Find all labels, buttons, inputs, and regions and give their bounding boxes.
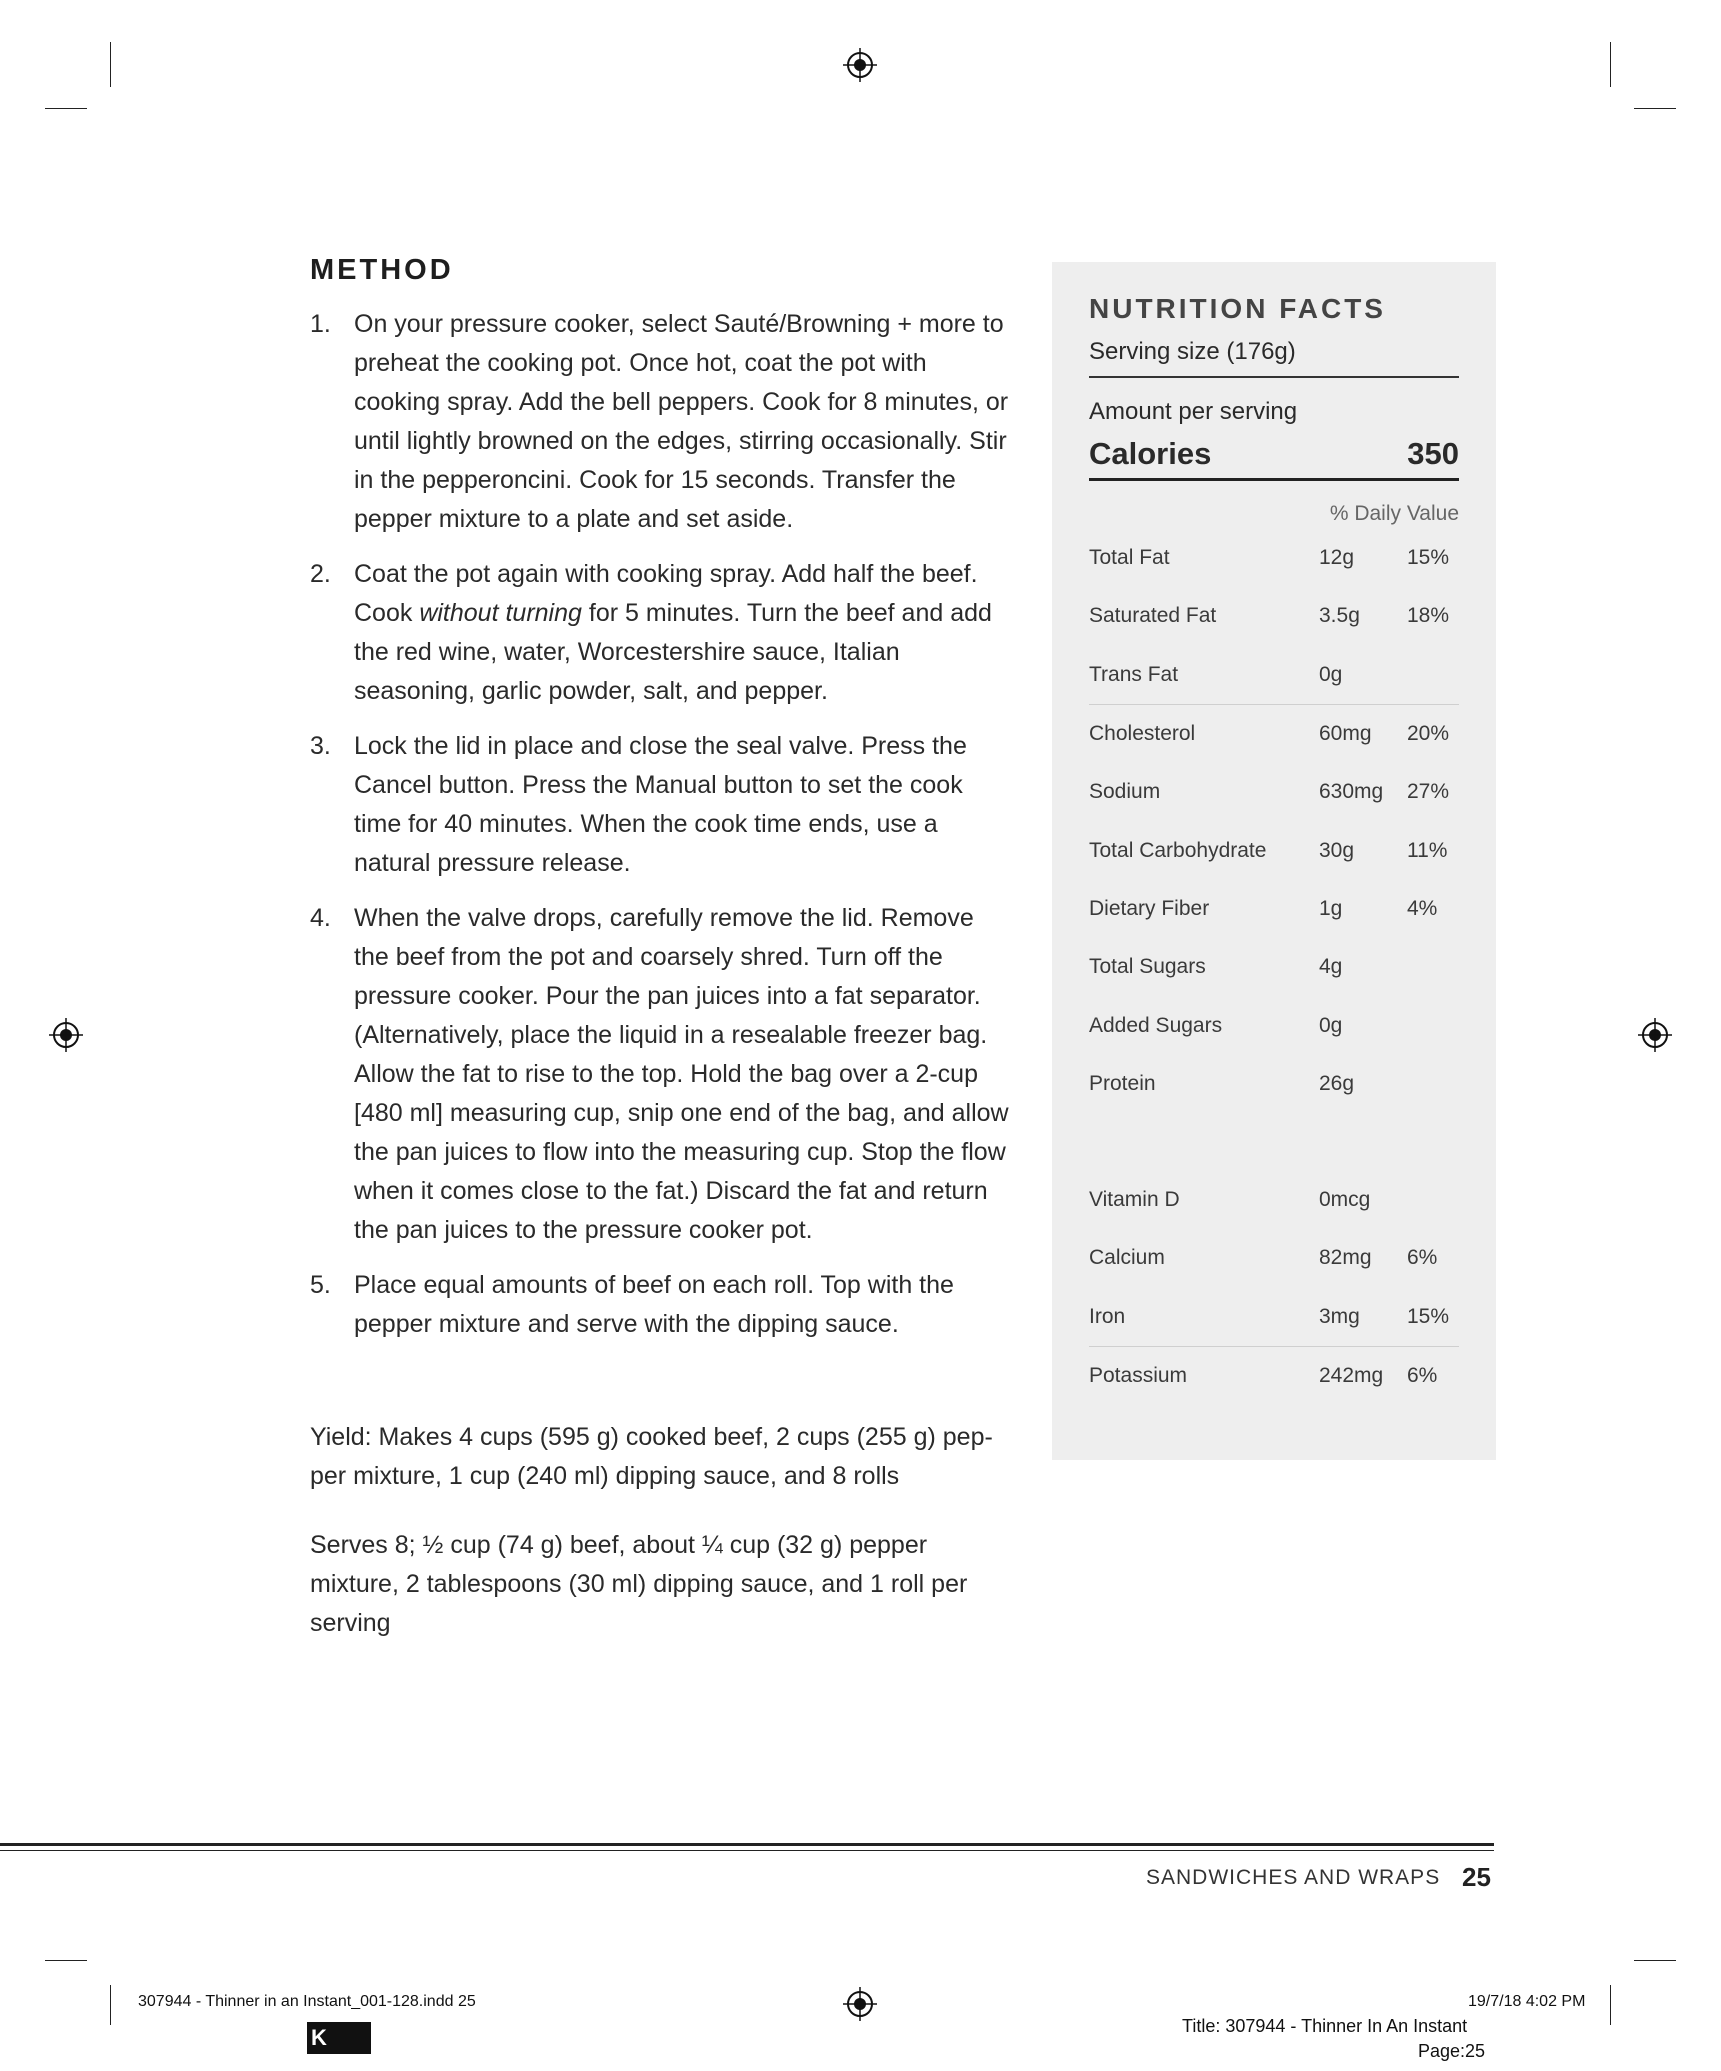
section-name: SANDWICHES AND WRAPS xyxy=(1146,1866,1441,1889)
step-text-part: for 5 minutes. Turn the beef and add the red wine, water, Worcestershire sauce, Italian seasoning, garlic powder, salt, and pepper. xyxy=(354,599,992,705)
step-number: 5. xyxy=(310,1271,331,1299)
calories-label: Calories xyxy=(1089,436,1212,471)
step-text: When the valve drops, carefully remove the lid. Remove the beef from the pot and coarsely shred. Turn off the pressure cooker. Pour the pan juices into a fat separator. (Alternatively, place the liquid in a resealable freezer bag. Allow the fat to rise to the top. Hold the bag over a 2-cup [480 ml] measuring cup, snip one end of the bag, and allow the pan juices to flow into the measuring cup. Stop the flow when it comes close to the fat.) Discard the fat and return the pan juices to the pressure cooker pot. xyxy=(354,904,1009,1244)
nutrient-name: Total Sugars xyxy=(1089,955,1206,979)
nutrient-name: Vitamin D xyxy=(1089,1188,1180,1212)
nutrient-row xyxy=(1089,587,1459,645)
amount-per-serving: Amount per serving xyxy=(1089,398,1298,425)
step-text: On your pressure cooker, select Sauté/Browning + more to preheat the cooking pot. Once hot, coat the pot with cooking spray. Add the bell peppers. Cook for 8 minutes, or until lightly browned on the edges, stirring occasionally. Stir in the pepperoncini. Cook for 15 seconds. Transfer the pepper mixture to a plate and set aside. xyxy=(354,310,1009,533)
method-step xyxy=(310,899,1010,1250)
method-heading: METHOD xyxy=(310,254,454,286)
nutrient-percent: 6% xyxy=(1407,1246,1438,1270)
crop-mark xyxy=(1610,1985,1611,2025)
crop-mark xyxy=(45,1960,87,1961)
nutrient-amount: 60mg xyxy=(1319,722,1372,746)
nutrient-row xyxy=(1089,996,1459,1054)
registration-mark-icon xyxy=(843,1987,877,2021)
nutrient-amount: 12g xyxy=(1319,546,1355,570)
crop-mark xyxy=(1634,1960,1676,1961)
nutrient-amount: 630mg xyxy=(1319,780,1384,804)
footer-rule xyxy=(0,1850,1494,1851)
method-step xyxy=(310,555,1010,711)
micronutrient-row xyxy=(1089,1229,1459,1287)
nutrient-name: Saturated Fat xyxy=(1089,604,1217,628)
nutrient-percent: 6% xyxy=(1407,1364,1438,1387)
nutrient-amount: 0g xyxy=(1319,662,1343,686)
daily-value-label: % Daily Value xyxy=(1329,502,1459,525)
nutrient-amount: 0g xyxy=(1319,1013,1343,1037)
crop-mark xyxy=(45,108,87,109)
slug-filename: 307944 - Thinner in an Instant_001-128.indd 25 xyxy=(138,1993,476,2010)
nutrient-row xyxy=(1089,821,1459,879)
nutrient-row xyxy=(1089,763,1459,821)
nutrition-facts-panel xyxy=(1052,262,1496,1460)
nutrition-heading: NUTRITION FACTS xyxy=(1089,293,1386,324)
registration-mark-icon xyxy=(1638,1018,1672,1052)
serves-text: Serves 8; ½ cup (74 g) beef, about ¼ cup (32 g) pepper mixture, 2 tablespoons (30 ml) dipping sauce, and 1 roll per serving xyxy=(310,1531,968,1637)
nutrient-percent: 20% xyxy=(1407,722,1450,746)
nutrient-name: Protein xyxy=(1089,1071,1156,1095)
micronutrient-row xyxy=(1089,1171,1459,1229)
nutrient-percent: 15% xyxy=(1407,1304,1450,1328)
nutrient-name: Cholesterol xyxy=(1089,722,1196,746)
nutrient-name: Dietary Fiber xyxy=(1089,896,1210,920)
nutrient-percent: 15% xyxy=(1407,546,1450,570)
nutrient-row xyxy=(1089,1055,1459,1113)
method-steps xyxy=(310,305,1010,1360)
step-text: Place equal amounts of beef on each roll. Top with the pepper mixture and serve with the dipping sauce. xyxy=(354,1271,954,1338)
nutrient-name: Added Sugars xyxy=(1089,1013,1223,1037)
calories-value: 350 xyxy=(1407,436,1459,471)
micronutrient-row xyxy=(1089,1347,1459,1405)
step-number: 2. xyxy=(310,560,331,588)
slug-page: Page:25 xyxy=(1418,2041,1486,2061)
nutrient-amount: 30g xyxy=(1319,838,1355,862)
nutrient-row xyxy=(1089,705,1459,763)
footer-rule xyxy=(0,1843,1494,1846)
slug-title: Title: 307944 - Thinner In An Instant xyxy=(1182,2016,1468,2036)
color-plate-swatch: K xyxy=(307,2022,371,2054)
step-text xyxy=(354,555,1010,711)
nutrient-percent: 18% xyxy=(1407,604,1450,628)
nutrient-amount: 1g xyxy=(1319,896,1343,920)
page-number: 25 xyxy=(1462,1862,1491,1892)
nutrient-name: Calcium xyxy=(1089,1246,1165,1270)
serving-size: Serving size (176g) xyxy=(1089,336,1459,378)
step-number: 4. xyxy=(310,904,331,932)
nutrient-percent: 27% xyxy=(1407,780,1450,804)
nutrient-row xyxy=(1089,938,1459,996)
nutrient-name: Total Fat xyxy=(1089,546,1170,570)
nutrient-percent: 4% xyxy=(1407,896,1438,920)
method-step xyxy=(310,727,1010,883)
slug-datetime: 19/7/18 4:02 PM xyxy=(1468,1993,1586,2010)
yield-text: Yield: Makes 4 cups (595 g) cooked beef, 2 cups (255 g) pep-per mixture, 1 cup (240 ml) dipping sauce, and 8 rolls xyxy=(310,1423,993,1490)
crop-mark xyxy=(110,1985,111,2025)
registration-mark-icon xyxy=(49,1018,83,1052)
nutrient-name: Potassium xyxy=(1089,1364,1188,1387)
step-text: Lock the lid in place and close the seal valve. Press the Cancel button. Press the Manual button to set the cook time for 40 minutes. When the cook time ends, use a natural pressure release. xyxy=(354,732,967,877)
nutrient-row xyxy=(1089,529,1459,587)
crop-mark xyxy=(1634,108,1676,109)
step-text-part: Coat the pot again with cooking spray. Add half the beef. Cook xyxy=(354,560,978,627)
nutrient-name: Iron xyxy=(1089,1304,1126,1328)
nutrient-name: Total Carbohydrate xyxy=(1089,838,1267,862)
nutrient-name: Trans Fat xyxy=(1089,662,1179,686)
nutrition-spacer xyxy=(1089,1113,1459,1171)
crop-mark xyxy=(1610,42,1611,87)
step-number: 1. xyxy=(310,310,331,338)
micronutrient-row xyxy=(1089,1288,1459,1347)
step-number: 3. xyxy=(310,732,331,760)
nutrient-amount: 26g xyxy=(1319,1071,1355,1095)
step-text-emphasis: without turning xyxy=(419,599,582,627)
nutrient-amount: 3mg xyxy=(1319,1304,1360,1328)
calories-row xyxy=(1089,434,1459,481)
nutrient-amount: 82mg xyxy=(1319,1246,1372,1270)
nutrient-amount: 3.5g xyxy=(1319,604,1360,628)
crop-mark xyxy=(110,42,111,87)
nutrient-amount: 242mg xyxy=(1319,1364,1384,1387)
method-step xyxy=(310,305,1010,539)
registration-mark-icon xyxy=(843,48,877,82)
method-step xyxy=(310,1266,1010,1344)
nutrient-percent: 11% xyxy=(1407,838,1448,862)
nutrient-name: Sodium xyxy=(1089,780,1161,804)
nutrient-row xyxy=(1089,880,1459,938)
nutrient-row xyxy=(1089,646,1459,705)
nutrient-amount: 4g xyxy=(1319,955,1343,979)
nutrient-amount: 0mcg xyxy=(1319,1188,1371,1212)
